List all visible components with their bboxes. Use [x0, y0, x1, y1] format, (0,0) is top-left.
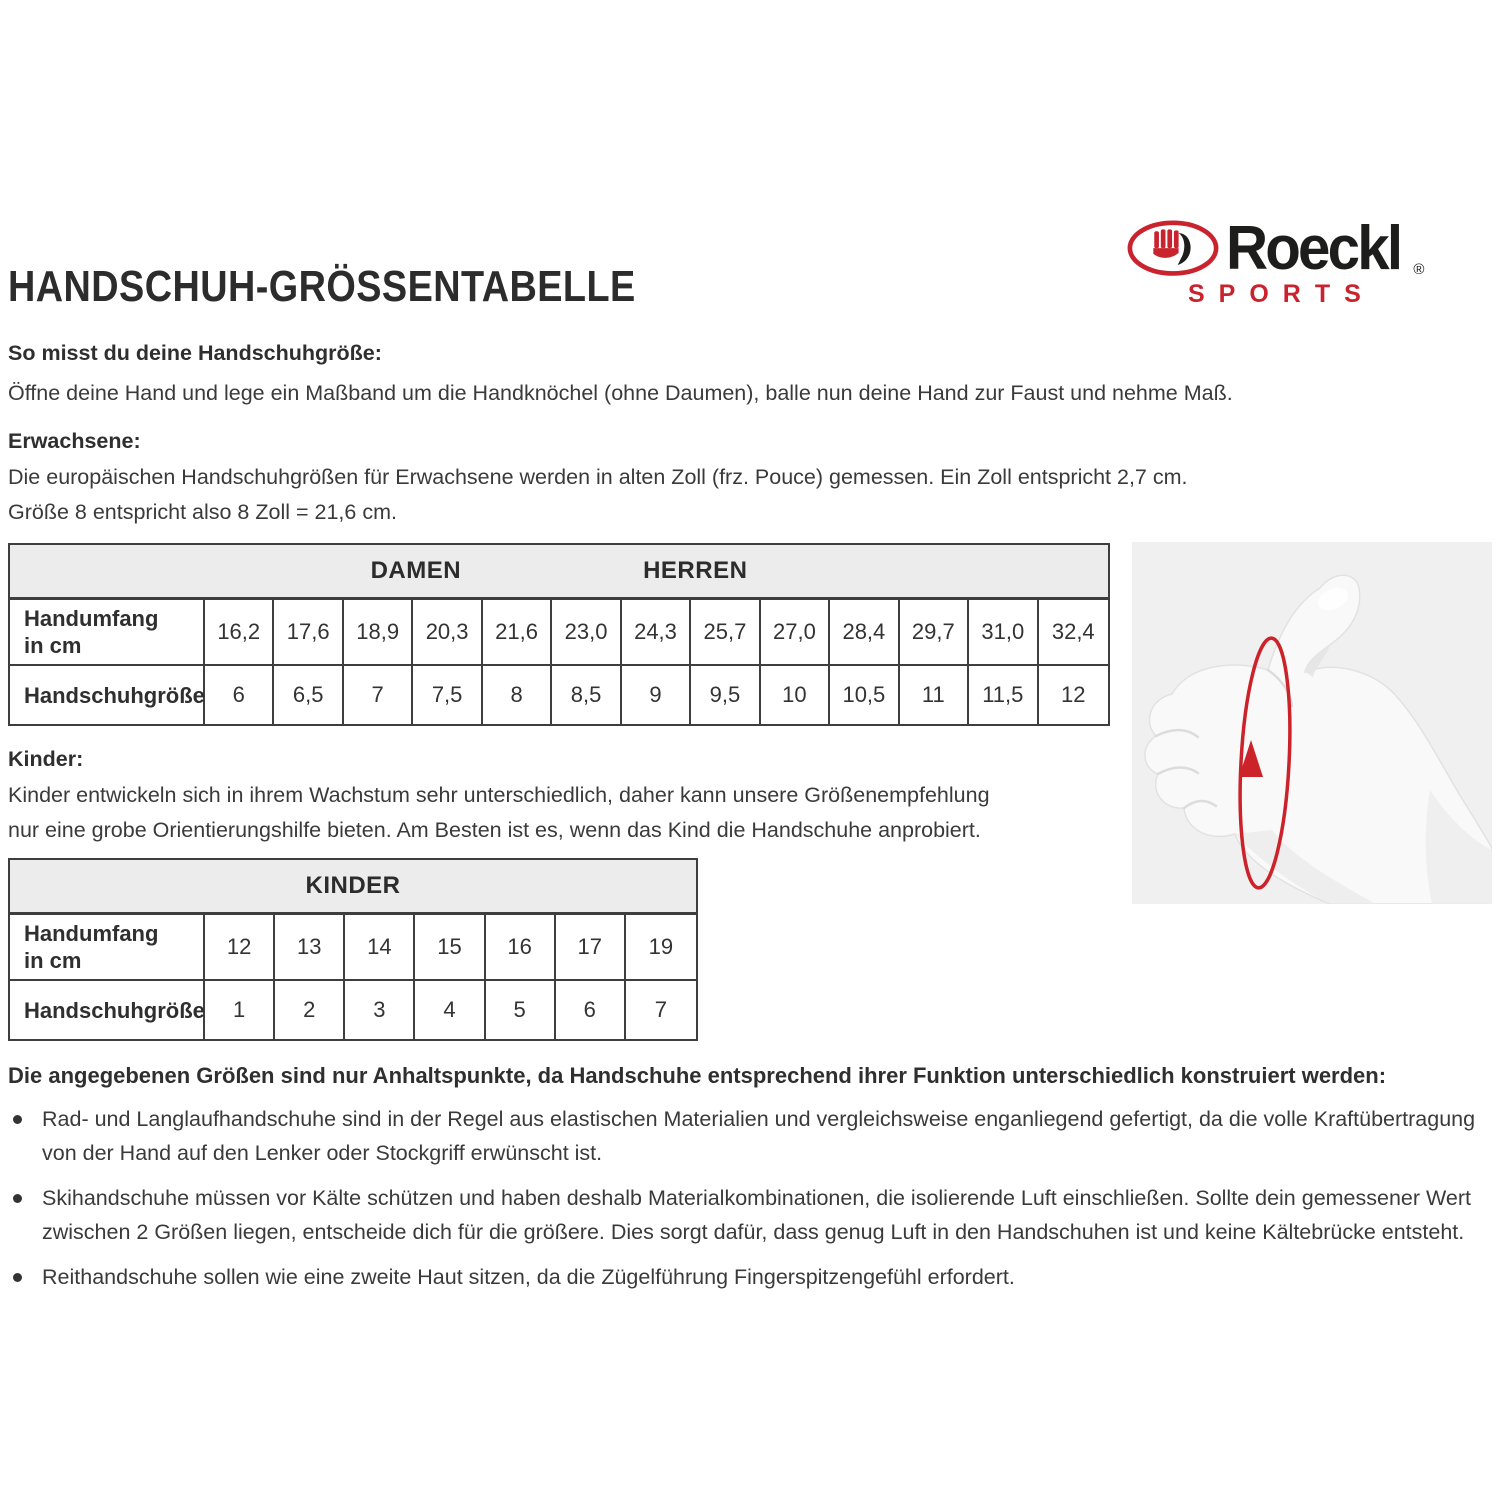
table-cell-circumference: 17 [556, 915, 626, 981]
table-cell-size: 3 [345, 981, 415, 1039]
table-cell-circumference: 25,7 [691, 600, 760, 666]
kids-size-table [8, 858, 698, 1041]
table-cell-size: 4 [415, 981, 485, 1039]
brand-wordmark: Roeckl [1226, 214, 1401, 283]
table-cell-circumference: 31,0 [969, 600, 1038, 666]
table-cell-size: 11,5 [969, 666, 1038, 724]
table-cell-size: 12 [1061, 682, 1086, 707]
damen-header: DAMEN [370, 557, 462, 584]
table-cell-size: 7 [654, 997, 668, 1022]
notes-bullet-item: Skihandschuhe müssen vor Kälte schützen und haben deshalb Materialkombinationen, die isolierende Luft einschließen. Sollte dein gemessener Wert zwischen 2 Größen liegen, entscheide dich für die größere. Dies sorgt dafür, dass genug Luft in den Handschuhen ist und keine Kältebrücke entsteht. [8, 1181, 1488, 1249]
table-cell-circumference: 18,9 [344, 600, 413, 666]
notes-bullet-item: Rad- und Langlaufhandschuhe sind in der Regel aus elastischen Materialien und vergleichsweise enganliegend gefertigt, da die volle Kraftübertragung von der Hand auf den Lenker oder Stockgriff erwünscht ist. [8, 1102, 1488, 1170]
table-cell-size: 9,5 [691, 666, 760, 724]
table-cell-circumference: 17,6 [274, 600, 343, 666]
brand-subtitle: SPORTS [1188, 280, 1375, 308]
table-cell-size: 1 [205, 981, 275, 1039]
table-cell-circumference: 24,3 [622, 600, 691, 666]
table-cell-circumference: 29,7 [900, 600, 969, 666]
kids-size-row [10, 981, 696, 1039]
kids-table-group-header: KINDER [10, 860, 696, 915]
notes-bullet-item: Reithandschuhe sollen wie eine zweite Haut sitzen, da die Zügelführung Fingerspitzengefühl erfordert. [8, 1260, 1488, 1294]
table-cell-size: 10 [761, 666, 830, 724]
kids-text-line2: nur eine grobe Orientierungshilfe bieten. Am Besten ist es, wenn das Kind die Handschuhe anprobiert. [8, 818, 981, 842]
table-cell-size: 6 [205, 666, 274, 724]
table-cell-size: 10,5 [830, 666, 899, 724]
table-cell-circumference: 20,3 [413, 600, 482, 666]
table-cell-size: 7,5 [413, 666, 482, 724]
table-cell-size: 6,5 [274, 666, 343, 724]
adults-heading: Erwachsene: [8, 429, 141, 453]
measure-instruction-heading: So misst du deine Handschuhgröße: [8, 341, 382, 365]
table-cell-circumference: 19 [626, 915, 696, 981]
adults-text-line1: Die europäischen Handschuhgrößen für Erwachsene werden in alten Zoll (frz. Pouce) gemessen. Ein Zoll entspricht 2,7 cm. [8, 465, 1188, 489]
hand-measurement-figure [1132, 542, 1492, 904]
table-cell-size: 5 [486, 981, 556, 1039]
registered-mark: ® [1413, 261, 1425, 278]
table-cell-circumference: 12 [205, 915, 275, 981]
notes-bullet-list [8, 1102, 1488, 1305]
row-label-handumfang: Handumfang in cm [10, 915, 205, 981]
table-cell-circumference: 14 [345, 915, 415, 981]
row-label-handumfang: Handumfang in cm [10, 600, 205, 666]
roeckl-sports-logo [1126, 214, 1496, 309]
page-title: HANDSCHUH-GRÖSSENTABELLE [8, 262, 636, 311]
table-cell-circumference: 16 [486, 915, 556, 981]
table-cell-circumference: 23,0 [552, 600, 621, 666]
adult-size-table [8, 543, 1110, 726]
measure-instruction-text: Öffne deine Hand und lege ein Maßband um die Handknöchel (ohne Daumen), balle nun deine Hand zur Faust und nehme Maß. [8, 381, 1233, 405]
table-cell-circumference: 28,4 [830, 600, 899, 666]
kids-heading: Kinder: [8, 747, 84, 771]
row-label-handschuhgroesse: Handschuhgröße [10, 981, 205, 1039]
herren-header: HERREN [643, 557, 748, 584]
table-cell-circumference: 15 [415, 915, 485, 981]
table-cell-size: 8 [483, 666, 552, 724]
roeckl-hand-oval-icon [1126, 220, 1220, 280]
table-cell-circumference: 27,0 [761, 600, 830, 666]
table-cell-size: 6 [556, 981, 626, 1039]
adult-size-row [10, 666, 1108, 724]
table-cell-circumference: 32,4 [1039, 600, 1108, 666]
table-cell-size: 2 [275, 981, 345, 1039]
kids-text-line1: Kinder entwickeln sich in ihrem Wachstum sehr unterschiedlich, daher kann unsere Größenempfehlung [8, 783, 990, 807]
table-cell-circumference: 16,2 [205, 600, 274, 666]
table-cell-size: 7 [344, 666, 413, 724]
adult-circumference-row [10, 600, 1108, 666]
table-cell-circumference: 13 [275, 915, 345, 981]
kids-circumference-row [10, 915, 696, 981]
notes-heading: Die angegebenen Größen sind nur Anhaltspunkte, da Handschuhe entsprechend ihrer Funktion unterschiedlich konstruiert werden: [8, 1063, 1387, 1088]
table-cell-size: 9 [622, 666, 691, 724]
row-label-handschuhgroesse: Handschuhgröße [10, 666, 205, 724]
adults-text-line2: Größe 8 entspricht also 8 Zoll = 21,6 cm. [8, 500, 397, 524]
table-cell-size: 8,5 [552, 666, 621, 724]
adult-table-group-header [10, 545, 1108, 600]
table-cell-size: 11 [900, 666, 969, 724]
table-cell-circumference: 21,6 [483, 600, 552, 666]
